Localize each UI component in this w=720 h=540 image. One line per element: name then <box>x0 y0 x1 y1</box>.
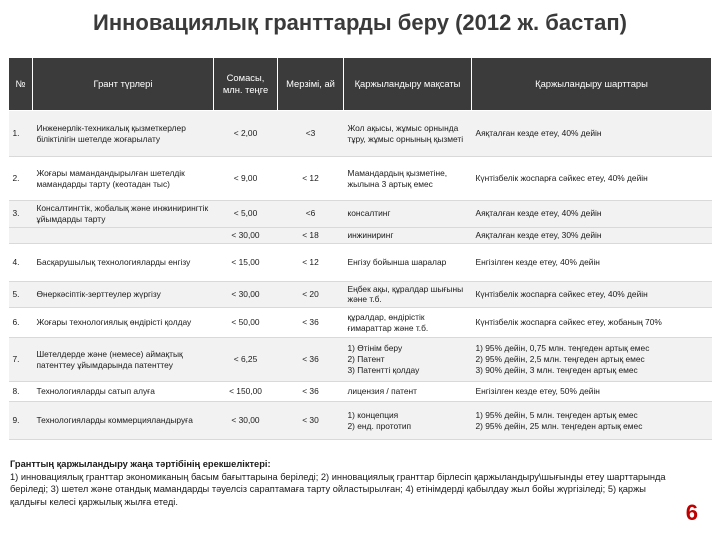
amount-cell: < 2,00 <box>214 111 278 157</box>
purpose-cell <box>344 402 472 440</box>
term-cell: < 12 <box>278 157 344 201</box>
row-number-cell <box>9 227 33 243</box>
amount-cell: < 30,00 <box>214 227 278 243</box>
term-cell: < 12 <box>278 243 344 281</box>
grants-table <box>8 57 712 440</box>
term-cell: < 36 <box>278 382 344 402</box>
table-row <box>9 157 712 201</box>
grant-type-cell: Технологияларды коммерцияландыруға <box>33 402 214 440</box>
term-cell: <6 <box>278 201 344 228</box>
notes-body: 1) инновациялық гранттар экономиканың басым бағыттарына беріледі; 2) инновациялық гранттар бірлесіп қаржыландыру\шығынды етеу шарттарында беріледі; 3) шетел және отандық мамандарды тәуелсіз сараптамаға тарту ойластырылған; 4) етінімдерді қабылдау жыл бойы жүргізіледі; 5) қаржы қалдығы келесі қаржылық жылға етеді. <box>10 471 666 507</box>
conditions-cell-line: 1) 95% дейін, 5 млн. теңгеден артық емес <box>475 409 638 420</box>
grant-type-cell: Технологияларды сатып алуға <box>33 382 214 402</box>
grant-type-cell: Өнеркәсіптік-зерттеулер жүргізу <box>33 281 214 308</box>
conditions-cell: Күнтізбелік жоспарға сәйкес етеу, жобаның 70% <box>472 308 712 338</box>
purpose-cell: инжиниринг <box>344 227 472 243</box>
purpose-cell: Мамандардың қызметіне, жылына 3 артық емес <box>344 157 472 201</box>
row-number-cell: 8. <box>9 382 33 402</box>
row-number-cell: 9. <box>9 402 33 440</box>
table-row <box>9 111 712 157</box>
conditions-cell: Күнтізбелік жоспарға сәйкес етеу, 40% дейін <box>472 157 712 201</box>
amount-cell: < 6,25 <box>214 338 278 382</box>
header-term: Мерзімі, ай <box>278 58 344 111</box>
table-row <box>9 382 712 402</box>
grant-type-cell: Шетелдерде және (немесе) аймақтық патенттеу ұйымдарында патенттеу <box>33 338 214 382</box>
row-number-cell: 6. <box>9 308 33 338</box>
purpose-cell-line: 1) Өтінім беру <box>347 343 403 354</box>
row-number-cell: 1. <box>9 111 33 157</box>
page-number: 6 <box>685 500 698 525</box>
table-row <box>9 308 712 338</box>
conditions-cell: Енгізілген кезде етеу, 40% дейін <box>472 243 712 281</box>
purpose-cell: Енгізу бойынша шаралар <box>344 243 472 281</box>
page-title: Инновациялық гранттарды беру (2012 ж. бастап) <box>93 10 627 35</box>
term-cell: < 36 <box>278 308 344 338</box>
conditions-cell: Аяқталған кезде етеу, 40% дейін <box>472 111 712 157</box>
table-row <box>9 243 712 281</box>
row-number-cell: 4. <box>9 243 33 281</box>
grant-type-cell: Консалтингтік, жобалық және инжинирингтік ұйымдарды тарту <box>33 201 214 228</box>
conditions-cell-line: 2) 95% дейін, 2,5 млн. теңгеден артық емес <box>475 354 645 365</box>
conditions-cell-line: 1) 95% дейін, 0,75 млн. теңгеден артық емес <box>475 343 650 354</box>
header-amount: Сомасы, млн. теңге <box>214 58 278 111</box>
notes-block <box>10 458 670 508</box>
notes-heading: Гранттың қаржыландыру жаңа тәртібінің ерекшеліктері: <box>10 459 271 469</box>
table-row <box>9 201 712 228</box>
purpose-cell: Еңбек ақы, құралдар шығыны және т.б. <box>344 281 472 308</box>
purpose-cell-line: 2) Патент <box>347 354 385 365</box>
table-row <box>9 338 712 382</box>
term-cell: < 18 <box>278 227 344 243</box>
purpose-cell-line: 1) концепция <box>347 409 399 420</box>
header-purpose: Қаржыландыру мақсаты <box>344 58 472 111</box>
amount-cell: < 15,00 <box>214 243 278 281</box>
header-conditions: Қаржыландыру шарттары <box>472 58 712 111</box>
term-cell: < 20 <box>278 281 344 308</box>
conditions-cell: Күнтізбелік жоспарға сәйкес етеу, 40% дейін <box>472 281 712 308</box>
conditions-cell: Аяқталған кезде етеу, 40% дейін <box>472 201 712 228</box>
purpose-cell: консалтинг <box>344 201 472 228</box>
header-type: Грант түрлері <box>33 58 214 111</box>
amount-cell: < 150,00 <box>214 382 278 402</box>
table-body <box>9 111 712 440</box>
term-cell: < 30 <box>278 402 344 440</box>
grant-type-cell: Жоғары мамандандырылған шетелдік мамандарды тарту (кеотадан тыс) <box>33 157 214 201</box>
grant-type-cell: Жоғары технологиялық өндірісті қолдау <box>33 308 214 338</box>
amount-cell: < 5,00 <box>214 201 278 228</box>
purpose-cell: лицензия / патент <box>344 382 472 402</box>
conditions-cell-line: 2) 95% дейін, 25 млн. теңгеден артық емес <box>475 420 643 431</box>
purpose-cell: құралдар, өндірістік ғимараттар және т.б. <box>344 308 472 338</box>
amount-cell: < 9,00 <box>214 157 278 201</box>
conditions-cell <box>472 402 712 440</box>
purpose-cell <box>344 338 472 382</box>
grant-type-cell: Инженерлік-техникалық қызметкерлер біліктілігін шетелде жоғарылату <box>33 111 214 157</box>
conditions-cell: Енгізілген кезде етеу, 50% дейін <box>472 382 712 402</box>
term-cell: <3 <box>278 111 344 157</box>
term-cell: < 36 <box>278 338 344 382</box>
amount-cell: < 50,00 <box>214 308 278 338</box>
table-row <box>9 281 712 308</box>
purpose-cell-line: 3) Патентті қолдау <box>347 364 420 375</box>
amount-cell: < 30,00 <box>214 402 278 440</box>
amount-cell: < 30,00 <box>214 281 278 308</box>
header-num: № <box>9 58 33 111</box>
row-number-cell: 2. <box>9 157 33 201</box>
row-number-cell: 7. <box>9 338 33 382</box>
purpose-cell-line: 2) енд. прототип <box>347 420 412 431</box>
row-number-cell: 3. <box>9 201 33 228</box>
conditions-cell <box>472 338 712 382</box>
table-row <box>9 402 712 440</box>
conditions-cell: Аяқталған кезде етеу, 30% дейін <box>472 227 712 243</box>
table-header-row <box>9 58 712 111</box>
conditions-cell-line: 3) 90% дейін, 3 млн. теңгеден артық емес <box>475 364 638 375</box>
table-row <box>9 227 712 243</box>
row-number-cell: 5. <box>9 281 33 308</box>
grant-type-cell: Басқарушылық технологияларды енгізу <box>33 243 214 281</box>
grant-type-cell <box>33 227 214 243</box>
purpose-cell: Жол ақысы, жұмыс орнында тұру, жұмыс орнының қызметі <box>344 111 472 157</box>
